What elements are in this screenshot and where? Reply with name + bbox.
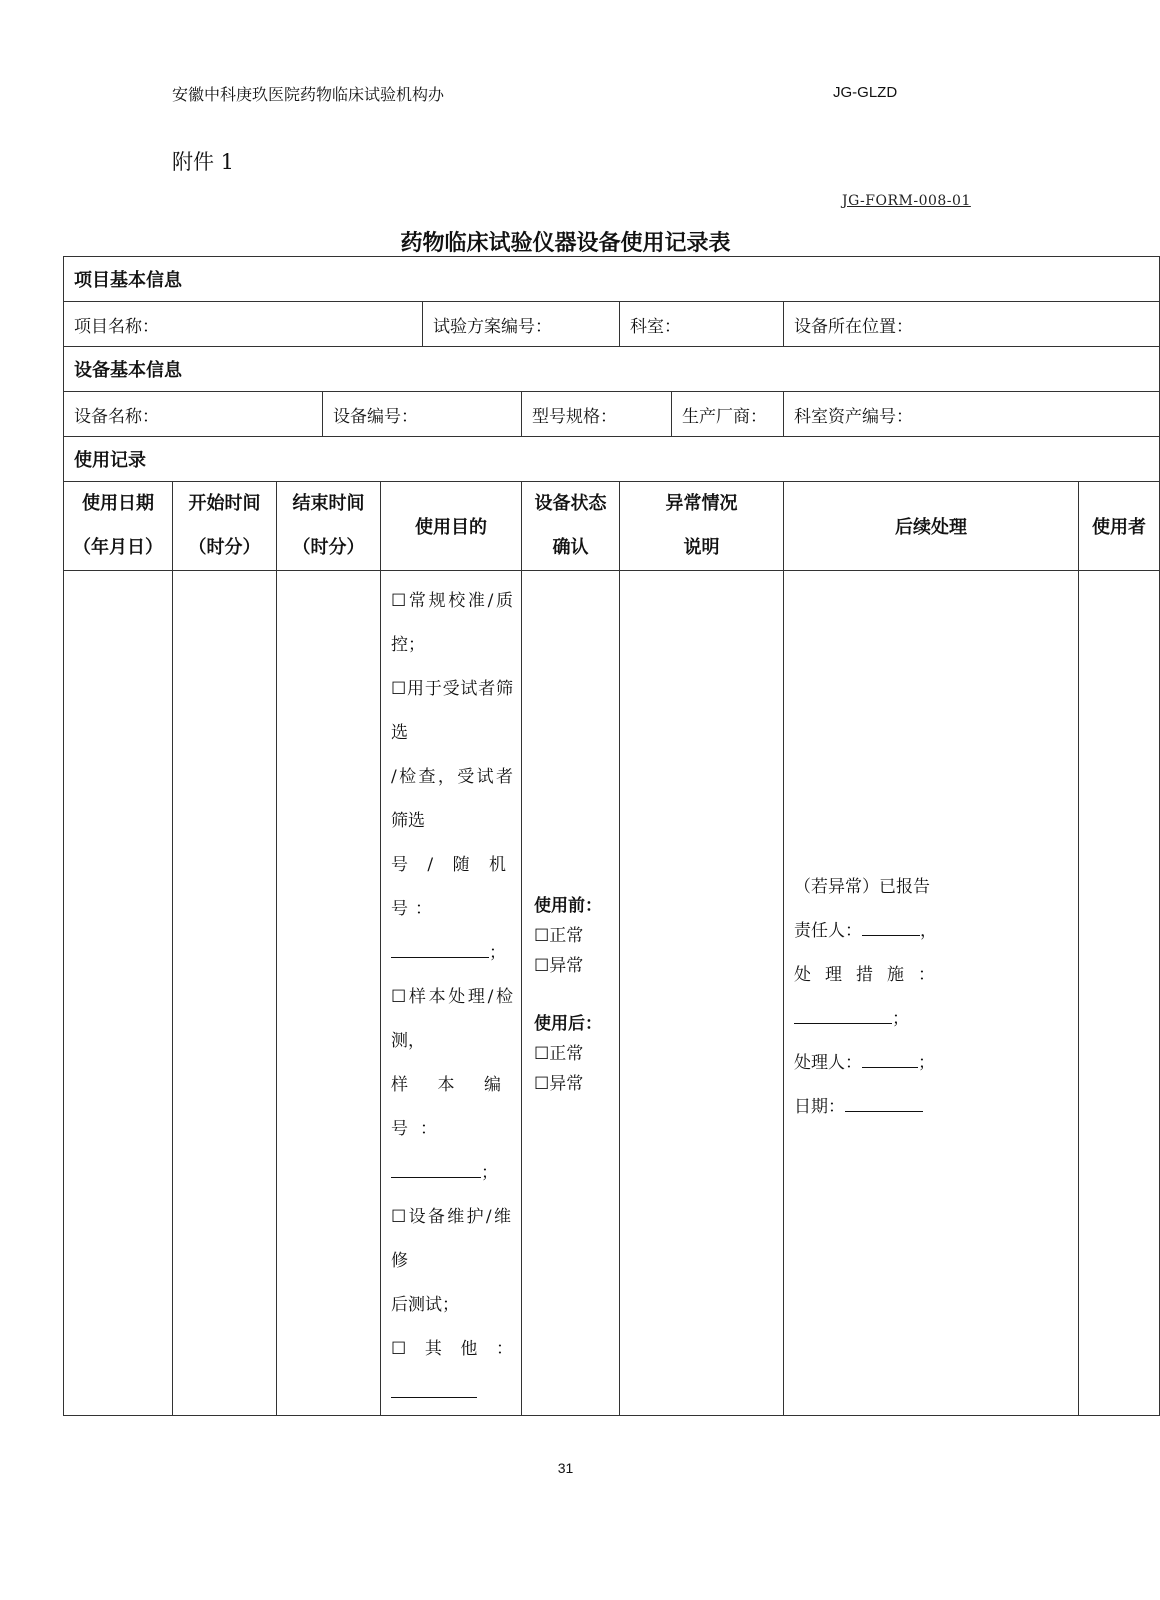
col-header-user: 使用者: [1079, 482, 1160, 571]
status-before-abnormal-checkbox[interactable]: ☐异常: [534, 956, 584, 976]
header-code: JG-GLZD: [833, 84, 898, 101]
col-header-purpose: 使用目的: [381, 482, 522, 571]
date-cell[interactable]: [64, 571, 173, 1416]
purpose-option-sample-l2: 样本编号：: [391, 1075, 513, 1139]
asset-number-field[interactable]: 科室资产编号：: [784, 392, 1160, 437]
document-title: 药物临床试验仪器设备使用记录表: [400, 231, 731, 256]
responsible-person-blank[interactable]: [862, 917, 920, 936]
end-time-cell[interactable]: [277, 571, 381, 1416]
col-header-date: [64, 482, 173, 571]
followup-date-line[interactable]: [794, 1085, 1070, 1129]
col-header-start: [173, 482, 277, 571]
col-header-abnormal: [620, 482, 784, 571]
purpose-option-other[interactable]: ☐其他：: [391, 1339, 513, 1359]
sample-number-blank[interactable]: [391, 1159, 481, 1178]
status-after-abnormal-checkbox[interactable]: ☐异常: [534, 1074, 584, 1094]
col-header-status-l2: 确认: [552, 537, 589, 558]
followup-date-blank[interactable]: [845, 1093, 923, 1112]
purpose-option-maintenance-l2: 后测试；: [391, 1295, 459, 1315]
followup-cell: [784, 571, 1079, 1416]
measures-blank[interactable]: [794, 1005, 892, 1024]
manufacturer-field[interactable]: 生产厂商：: [672, 392, 784, 437]
attachment-label: 附件 1: [172, 150, 235, 174]
purpose-cell: [381, 571, 522, 1416]
col-header-status: [522, 482, 620, 571]
followup-reported-line: （若异常）已报告: [794, 877, 930, 897]
record-form-table: [63, 256, 1160, 1416]
user-cell[interactable]: [1079, 571, 1160, 1416]
equipment-section-heading: 设备基本信息: [64, 347, 1160, 392]
purpose-option-sample[interactable]: ☐样本处理/检测，: [391, 987, 513, 1051]
col-header-status-l1: 设备状态: [534, 493, 607, 514]
other-purpose-blank[interactable]: [391, 1379, 477, 1398]
purpose-option-maintenance[interactable]: ☐设备维护/维修: [391, 1207, 513, 1271]
screening-number-blank[interactable]: [391, 939, 489, 958]
purpose-sample-semicolon: ；: [481, 1163, 498, 1183]
followup-handler-line[interactable]: [794, 1041, 1070, 1085]
followup-responsible-line[interactable]: [794, 909, 1070, 953]
followup-measures-semicolon: ；: [892, 1009, 909, 1029]
handler-blank[interactable]: [862, 1049, 918, 1068]
header-org: 安徽中科庚玖医院药物临床试验机构办: [172, 85, 445, 104]
protocol-number-field[interactable]: 试验方案编号：: [423, 302, 620, 347]
purpose-option-screening[interactable]: ☐用于受试者筛选: [391, 679, 513, 743]
followup-responsible-label: 责任人：: [794, 921, 862, 941]
col-header-start-l2: （时分）: [188, 537, 261, 558]
purpose-option-screening-l2: /检查，受试者筛选: [391, 767, 513, 831]
followup-handler-semicolon: ；: [918, 1053, 935, 1073]
purpose-option-screening-l3: 号/随机号：: [391, 855, 513, 919]
col-header-start-l1: 开始时间: [188, 493, 261, 514]
project-name-field[interactable]: 项目名称：: [64, 302, 423, 347]
col-header-followup: 后续处理: [784, 482, 1079, 571]
status-before-label: 使用前：: [534, 896, 602, 916]
col-header-end-l2: （时分）: [292, 537, 365, 558]
followup-measures-label: 处理措施：: [794, 965, 949, 985]
purpose-sample-blank-line[interactable]: [391, 1151, 513, 1195]
col-header-date-l1: 使用日期: [82, 493, 154, 514]
col-header-end-l1: 结束时间: [292, 493, 365, 514]
purpose-screening-blank-line[interactable]: [391, 931, 513, 975]
followup-handler-label: 处理人：: [794, 1053, 862, 1073]
col-header-abnormal-l1: 异常情况: [665, 493, 738, 514]
purpose-option-calibration[interactable]: ☐常规校准/质控；: [391, 591, 513, 655]
page-number: 31: [557, 1460, 574, 1476]
purpose-option-other-line[interactable]: [391, 1327, 513, 1415]
department-field[interactable]: 科室：: [620, 302, 784, 347]
purpose-screening-semicolon: ；: [489, 943, 506, 963]
equipment-number-field[interactable]: 设备编号：: [323, 392, 522, 437]
abnormal-description-cell[interactable]: [620, 571, 784, 1416]
project-section-heading: 项目基本信息: [64, 257, 1160, 302]
followup-date-label: 日期：: [794, 1097, 845, 1117]
followup-comma: ，: [920, 921, 937, 941]
status-after-label: 使用后：: [534, 1014, 602, 1034]
model-spec-field[interactable]: 型号规格：: [522, 392, 672, 437]
col-header-end: [277, 482, 381, 571]
status-cell: [522, 571, 620, 1416]
equipment-name-field[interactable]: 设备名称：: [64, 392, 323, 437]
status-after-normal-checkbox[interactable]: ☐正常: [534, 1044, 584, 1064]
usage-section-heading: 使用记录: [64, 437, 1160, 482]
status-spacer: [534, 981, 613, 1009]
col-header-abnormal-l2: 说明: [683, 537, 720, 558]
col-header-date-l2: （年月日）: [73, 537, 163, 558]
equipment-location-field[interactable]: 设备所在位置：: [784, 302, 1160, 347]
form-number: JG-FORM-008-01: [842, 193, 971, 209]
status-before-normal-checkbox[interactable]: ☐正常: [534, 926, 584, 946]
start-time-cell[interactable]: [173, 571, 277, 1416]
followup-measures-line[interactable]: [794, 997, 1070, 1041]
